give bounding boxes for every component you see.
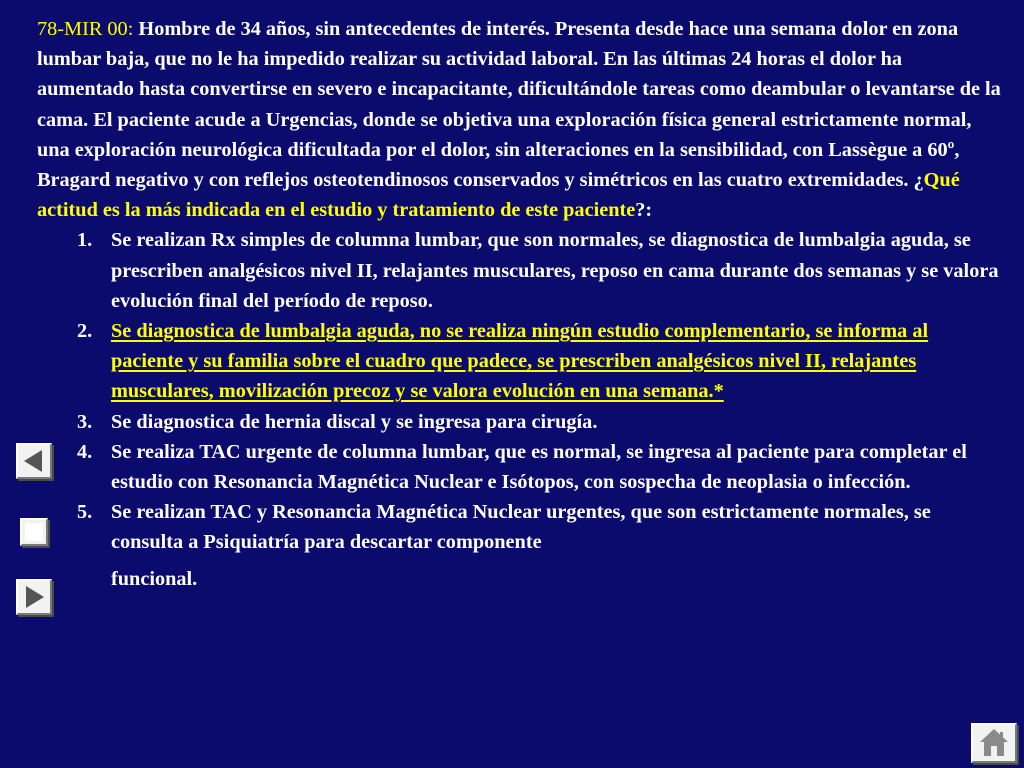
triangle-left-icon xyxy=(18,445,50,477)
home-button[interactable] xyxy=(971,723,1017,763)
question-prompt-close: ?: xyxy=(635,199,653,222)
answer-text-last-word: funcional. xyxy=(111,567,198,590)
answer-number: 3. xyxy=(77,410,93,433)
question-stem xyxy=(37,14,1002,225)
answer-text: Se realiza TAC urgente de columna lumbar, que es normal, se ingresa al paciente para completar el estudio con Resonancia Magnética Nuclear e Isótopos, con sospecha de neoplasia o infección. xyxy=(111,440,967,494)
answer-text: Se diagnostica de hernia discal y se ingresa para cirugía. xyxy=(111,410,598,433)
stop-button[interactable] xyxy=(20,518,48,546)
answer-list xyxy=(37,225,1002,593)
answer-number: 1. xyxy=(77,229,93,252)
answer-option-3 xyxy=(37,407,1002,437)
question-prompt-open: ¿ xyxy=(913,169,924,192)
question-id: 78-MIR 00: xyxy=(37,18,134,40)
answer-option-1 xyxy=(37,225,1002,316)
next-slide-button[interactable] xyxy=(16,579,52,615)
answer-text: Se realizan TAC y Resonancia Magnética Nuclear urgentes, que son estrictamente normales, se consulta a Psiquiatría para descartar componente xyxy=(111,501,931,554)
house-icon xyxy=(973,725,1015,761)
answer-option-4 xyxy=(37,437,1002,497)
answer-option-5 xyxy=(37,497,1002,594)
previous-slide-button[interactable] xyxy=(16,443,52,479)
triangle-right-icon xyxy=(18,581,50,613)
answer-number: 4. xyxy=(77,440,93,463)
answer-text: Se realizan Rx simples de columna lumbar, que son normales, se diagnostica de lumbalgia aguda, se prescriben analgésicos nivel II, relajantes musculares, reposo en cama durante dos semanas y se valora evolución final del período de reposo. xyxy=(111,229,999,312)
answer-number: 5. xyxy=(77,501,93,524)
question-prompt-highlight: Qué actitud es la más indicada en el estudio y tratamiento de este paciente xyxy=(37,169,960,222)
correct-answer-text: Se diagnostica de lumbalgia aguda, no se realiza ningún estudio complementario, se informa al paciente y su familia sobre el cuadro que padece, se prescriben analgésicos nivel II, relajantes musculares, movilización precoz y se valora evolución en una semana.* xyxy=(111,320,929,403)
slide-content xyxy=(37,14,1002,594)
question-stem-text: Hombre de 34 años, sin antecedentes de interés. Presenta desde hace una semana dolor en zona lumbar baja, que no le ha impedido realizar su actividad laboral. En las últimas 24 horas el dolor ha aumentado hasta convertirse en severo e incapacitante, dificultándole tareas como deambular o levantarse de la cama. El paciente acude a Urgencias, donde se objetiva una exploración física general estrictamente normal, una exploración neurológica dificultada por el dolor, sin alteraciones en la sensibilidad, con Lassègue a 60º, Bragard negativo y con reflejos osteotendinosos conservados y simétricos en las cuatro extremidades. xyxy=(37,18,1001,192)
answer-option-2-correct xyxy=(37,316,1002,407)
square-icon xyxy=(22,520,46,544)
answer-number: 2. xyxy=(77,320,93,343)
